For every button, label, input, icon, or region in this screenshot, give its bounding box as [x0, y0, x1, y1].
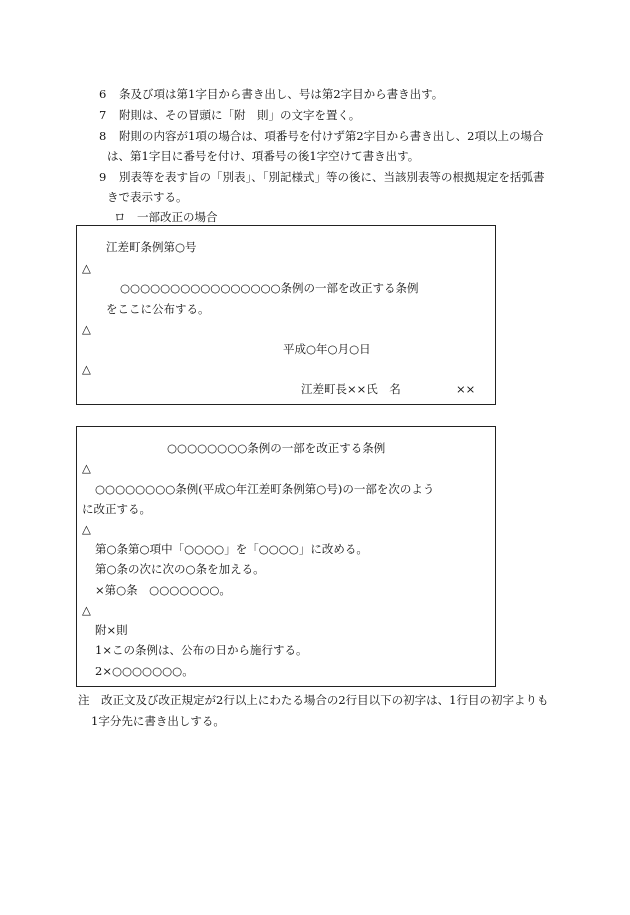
blank-mark-1: △: [82, 261, 91, 275]
rule-7-number: 7: [99, 108, 107, 122]
rule-6-text: 条及び項は第1字目から書き出し、号は第2字目から書き出す。: [119, 87, 444, 101]
blank-mark-3: △: [82, 362, 91, 376]
promulgation-date: 平成○年○月○日: [283, 342, 371, 356]
blank-mark-6: △: [82, 603, 91, 617]
amendment-intro-line2: に改正する。: [82, 502, 151, 516]
rule-9-text-line2: きで表示する。: [107, 190, 188, 204]
rule-8-text-line2: は、第1字目に番号を付け、項番号の後1字空けて書き出す。: [107, 149, 420, 163]
promulgation-body-line2: をここに公布する。: [106, 302, 210, 316]
rule-8-number: 8: [99, 129, 107, 143]
section-heading: ロ 一部改正の場合: [114, 210, 218, 224]
note-line2: 1字分先に書き出しする。: [91, 714, 225, 728]
amendment-intro-line1: ○○○○○○○○条例(平成○年江差町条例第○号)の一部を次のよう: [95, 482, 435, 496]
seal-mark: ××: [456, 382, 476, 396]
rule-9-text-line1: 別表等を表す旨の「別表」、「別記様式」等の後に、当該別表等の根拠規定を括弧書: [119, 170, 545, 184]
blank-mark-2: △: [82, 322, 91, 336]
supplementary-item-2: 2×○○○○○○○。: [95, 664, 194, 678]
rule-6-number: 6: [99, 87, 107, 101]
amendment-change-2: 第○条の次に次の○条を加える。: [95, 562, 265, 576]
blank-mark-4: △: [82, 461, 91, 475]
amendment-title: ○○○○○○○○条例の一部を改正する条例: [167, 441, 386, 455]
amendment-change-3: ×第○条 ○○○○○○○。: [95, 583, 231, 597]
rule-9-number: 9: [99, 170, 107, 184]
ordinance-number: 江差町条例第○号: [106, 240, 197, 254]
amendment-box: [76, 426, 496, 687]
signer-name: 江差町長××氏 名: [301, 382, 401, 396]
supplementary-heading: 附×則: [95, 623, 128, 637]
amendment-change-1: 第○条第○項中「○○○○」を「○○○○」に改める。: [95, 542, 368, 556]
rule-8-text-line1: 附則の内容が1項の場合は、項番号を付けず第2字目から書き出し、2項以上の場合: [119, 129, 544, 143]
blank-mark-5: △: [82, 522, 91, 536]
supplementary-item-1: 1×この条例は、公布の日から施行する。: [95, 643, 308, 657]
promulgation-box: [76, 225, 496, 405]
note-line1: 注 改正文及び改正規定が2行以上にわたる場合の2行目以下の初字は、1行目の初字よりも: [78, 693, 549, 707]
rule-7-text: 附則は、その冒頭に「附 則」の文字を置く。: [119, 108, 361, 122]
promulgation-body-line1: ○○○○○○○○○○○○○○○○条例の一部を改正する条例: [120, 281, 419, 295]
